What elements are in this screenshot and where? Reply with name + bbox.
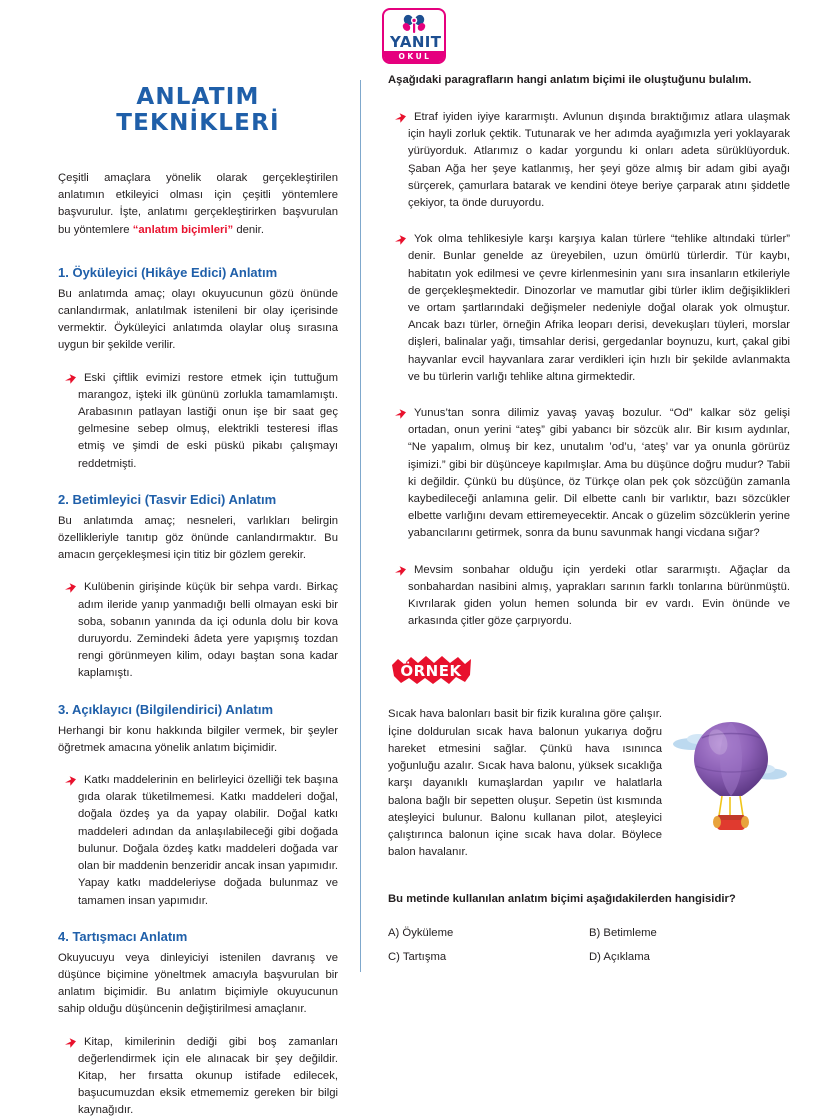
section-body-1: Bu anlatımda amaç; olayı okuyucunun gözü önünde canlandırmak, anlatılmak istenileni bir olay içerisinde vermektir. Öyküleyici anlatımda olaylar oluş sırasına uygun bir şekilde verilir.	[58, 287, 338, 352]
arrow-bullet-icon	[58, 582, 71, 594]
hot-air-balloon-icon	[672, 708, 790, 836]
svg-text:ÖRNEK: ÖRNEK	[400, 662, 462, 681]
section-example-4-text: Kitap, kimilerinin dediği gibi boş zamanları değerlendirmek için ele alınacak bir şey değildir. Kitap, her fırsatta okunup istifade edilecek, başucumuzdan eksik etmememiz gereken bir bilgi kaynağıdır.	[78, 1035, 338, 1117]
logo-box	[382, 8, 446, 64]
option-b[interactable]: B) Betimleme	[589, 927, 657, 940]
section-body-3: Herhangi bir konu hakkında bilgiler vermek, bir şeyler öğretmek amacına yönelik anlatım biçimidir.	[58, 724, 338, 754]
section-example-1-text: Eski çiftlik evimizi restore etmek için tuttuğum marangoz, işteki ilk gününü zorlukla tamamlamıştı. Arabasının patlayan lastiği onun işe bir saat geç gelmesine sebep olmuş, elektrikli testeresi iflas etmiş ve şimdi de eski püskü pikabı çalışmayı reddetmişti.	[78, 371, 338, 470]
exercise-paragraph-4	[388, 562, 790, 631]
lead-highlight: “anlatım biçimleri”	[132, 223, 234, 236]
exercise-paragraph-1-text: Etraf iyiden iyiye kararmıştı. Avlunun dışında bıraktığımız atlara ulaşmak için hayli zorluk çektik. Tutunarak ve her adımda ayağımızla yeri yoklayarak yürüyorduk. Atlarımız o kadar yorgundu ki onları adeta sürüklüyorduk. Şaban Ağa her şeye katlanmış, her şeyi göze almış bir adam gibi ayağı sürçerek, çamurlara batarak ve kendini öteye beriye çarparak atını şiddetle çekiyor, ta önde duruyordu.	[408, 111, 790, 210]
arrow-bullet-icon	[388, 408, 401, 420]
lead-text-before: Çeşitli amaçlara yönelik olarak gerçekleştirilen anlatımın etkileyici olması için çeşitli yöntemlere başvurulur. İşte, anlatımı gerçekleştirirken başvurulan bu yöntemlere	[58, 172, 338, 236]
logo-wordmark: YANIT	[390, 33, 442, 51]
exercise-paragraph-1	[388, 109, 790, 212]
exercise-prompt: Aşağıdaki paragrafların hangi anlatım biçimi ile oluştuğunu bulalım.	[388, 74, 752, 86]
section-example-2	[58, 579, 338, 682]
ornek-badge-icon	[388, 653, 474, 687]
section-example-3-text: Katkı maddelerinin en belirleyici özelliği tek başına gıda olarak tüketilmemesi. Katkı maddeleri doğal, doğala özdeş ya da yapay olabilir. Doğal katkı maddeleri adından da anlaşılabileceği gibi doğada bulunur. Doğala özdeş katkı maddeleri doğada var olan bir maddenin benzeridir ancak insan yapımıdır. Yapay katkı maddeleriyse doğada bulunmaz ve tamamen insan yapımıdır.	[78, 774, 338, 907]
section-example-1	[58, 370, 338, 473]
question-text: Bu metinde kullanılan anlatım biçimi aşağıdakilerden hangisidir?	[388, 893, 736, 906]
exercise-paragraph-3	[388, 405, 790, 543]
section-heading-1: 1. Öyküleyici (Hikâye Edici) Anlatım	[58, 264, 278, 280]
section-example-2-text: Kulübenin girişinde küçük bir sehpa vardı. Birkaç adım ileride yanıp yanmadığı belli olmayan eski bir soba, sobanın yanında da içi odunla dolu bir kova duruyordu. Zemindeki âdeta yere yapışmış tozdan rengi görünmeyen kilim, odayı baştan sona kadar kaplamıştı.	[78, 581, 338, 680]
ornek-badge	[388, 653, 474, 687]
exercise-paragraph-2	[388, 231, 790, 386]
exercise-paragraph-4-text: Mevsim sonbahar olduğu için yerdeki otlar sararmıştı. Ağaçlar da sonbahardan nasibini almış, yaprakları sarının farklı tonlarına bürünmüştü. Kıvrılarak giden yolun hemen solunda bir ev vardı. Evin önünde ve arkasında çitler göze çarpıyordu.	[408, 563, 790, 628]
flower-mark-icon	[390, 14, 438, 34]
lead-paragraph	[58, 170, 338, 239]
exercise-paragraph-2-text: Yok olma tehlikesiyle karşı karşıya kalan türlere “tehlike altındaki türler” denir. Bunlar genelde az üreyebilen, uzun ömürlü türlerdir. Tür kaybı, habitatın yok edilmesi ve çevre kirlenmesinin yanı sıra insanların etkileriyle de gerçekleşmektedir. Dinozorlar ve mamutlar gibi türler iklim değişiklikleri ve ortam şartlarındaki değişmeler nedeniyle doğal olarak yok olmuştur. Ancak bazı türler, örneğin Afrika leoparı derisi, devekuşları tüyleri, morslar dişleri, balinalar yağı, timsahlar derisi, gergedanlar boynuzu, kurt, çakal gibi hayvanlar evcil hayvanlara zarar verdikleri için hızlı bir şekilde avlanmakta ve bu türlerin varlığı tehlike altına girmektedir.	[408, 233, 790, 383]
right-column	[361, 72, 828, 1012]
option-a[interactable]: A) Öyküleme	[388, 927, 454, 940]
section-heading-3: 3. Açıklayıcı (Bilgilendirici) Anlatım	[58, 701, 274, 717]
arrow-bullet-icon	[58, 775, 71, 787]
section-body-2: Bu anlatımda amaç; nesneleri, varlıkları belirgin özellikleriyle tanıtıp göz önünde canlandırmaktır. Bu amacın gerçekleşmesi için titiz bir gözlem gerekir.	[58, 514, 338, 562]
arrow-bullet-icon	[388, 565, 401, 577]
balloon-paragraph: Sıcak hava balonları basit bir fizik kuralına göre çalışır. İçine doldurulan sıcak hava balonun yukarıya doğru hareket etmesini sağlar. Çünkü hava ısınınca yoğunluğu azalır. Sıcak hava balonu, yüksek sıcaklığa karşı dayanıklı kumaşlardan yapılır ve halatlarla balona bağlı bir sepetten oluşur. Sepetin üst kısmında ateşleyici bulunur. Balonu kullanan pilot, ateşleyici çalıştırınca balonun içine sıcak hava dolar. Böylece balon havalanır.	[388, 708, 662, 859]
arrow-bullet-icon	[58, 1037, 71, 1049]
page-title: ANLATIM TEKNİKLERİ	[116, 84, 280, 136]
section-body-4: Okuyucuyu veya dinleyiciyi istenilen davranış ve düşünce biçimine yöneltmek amacıyla başvurulan bir anlatım biçimidir. Bu anlatım biçimiyle okuyucunun sahip olduğu düşüncenin değiştirilmesi amaçlanır.	[58, 951, 338, 1016]
section-example-4	[58, 1034, 338, 1120]
section-heading-2: 2. Betimleyici (Tasvir Edici) Anlatım	[58, 491, 277, 507]
section-example-3	[58, 772, 338, 910]
brand-logo	[0, 8, 828, 64]
lead-text-after: denir.	[233, 223, 264, 236]
exercise-paragraph-3-text: Yunus’tan sonra dilimiz yavaş yavaş bozulur. “Od” kalkar söz gelişi ortadan, onun yerini “ateş” gibi yabancı bir sözcük alır. Bir kısım aydınlar, “Ne yapalım, olmuş bir kez, unutalım ’od’u, ‘ateş’ var ya onunla görürüz işimizi.” gibi bir düşünceye kapılmışlar. Ama bu düşünce doğru mudur? Tabii ki değildir. Çünkü bu düşünce, öz Türkçe olan pek çok sözcüğün zamanla kaybedileceği anlamına gelir. Dil elbette canlı bir varlıktır, bazı sözcükler elbette varlığını devam ettiremeyecektir. Ancak o güzelim sözcüklerin yerine yabancılarını getirmek, sonra da bunu savunmak hangi vicdana sığar?	[408, 407, 790, 540]
arrow-bullet-icon	[58, 373, 71, 385]
arrow-bullet-icon	[388, 112, 401, 124]
left-column	[0, 72, 360, 1117]
arrow-bullet-icon	[388, 234, 401, 246]
balloon-block	[388, 706, 790, 877]
answer-options	[388, 926, 790, 965]
section-heading-4: 4. Tartışmacı Anlatım	[58, 928, 188, 944]
option-c[interactable]: C) Tartışma	[388, 951, 447, 964]
logo-subtitle: OKUL	[384, 51, 444, 62]
worksheet-page	[0, 72, 828, 1117]
option-d[interactable]: D) Açıklama	[589, 951, 650, 964]
